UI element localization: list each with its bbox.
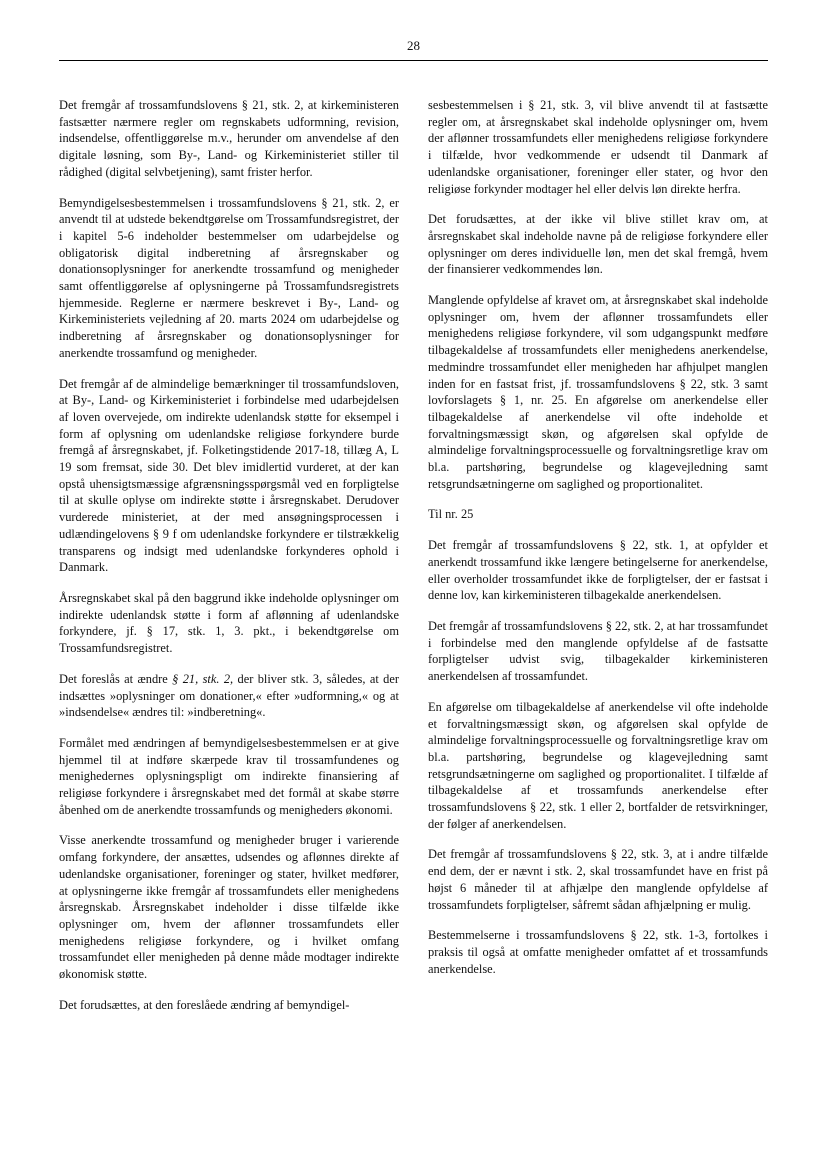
paragraph-amendment xyxy=(59,671,399,721)
paragraph: Bemyndigelsesbestemmelsen i trossamfundslovens § 21, stk. 2, er anvendt til at udstede bekendtgørelse om Trossamfundsregistret, der i kapitel 5-6 indeholder bestemmelser om udarbejdelse og obligatorisk digital indberetning af årsregnskaber og donationsoplysninger for anerkendte trossamfund og menigheder samt offentliggørelse af oplysningerne på Trossamfundsregistrets hjemmeside. Reglerne er nærmere beskrevet i By-, Land- og Kirkeministeriets vejledning af 20. marts 2024 om udarbejdelse og indberetning af årsregnskaber og donationsoplysninger for anerkendte trossamfund og menigheder. xyxy=(59,195,399,360)
emphasized-reference: § 21, stk. 2, xyxy=(172,671,234,686)
paragraph: Det forudsættes, at der ikke vil blive stillet krav om, at årsregnskabet skal indeholde navne på de religiøse forkyndere eller oplysninger om deres individuelle løn, men det skal fremgå, hvem der finansierer vedkommendes løn. xyxy=(428,212,768,277)
paragraph: Bestemmelserne i trossamfundslovens § 22, stk. 1-3, fortolkes i praksis til også at omfatte menigheder omfattet af et trossamfunds anerkendelse. xyxy=(428,928,768,976)
paragraph: Manglende opfyldelse af kravet om, at årsregnskabet skal indeholde oplysninger om, hvem der aflønner trossamfundets eller menighedens religiøse forkyndere, vil som udgangspunkt medføre tilbagekaldelse af trossamfundets eller menighedens anerkendelse, medmindre trossamfundet eller menigheden har afhjulpet manglen inden for en fastsat frist, jf. trossamfundslovens § 22, stk. 3 samt lovforslagets § 1, nr. 25. En afgørelse om anerkendelse eller tilbagekaldelse af anerkendelse vil ofte indeholde et forvaltningsmæssigt skøn, og afgørelsen skal opfylde de almindelige forvaltningsprocessuelle og forvaltningsretlige krav om bl.a. partshøring, begrundelse og klagevejledning samt retsgrundsætningerne om saglighed og proportionalitet. xyxy=(428,293,768,491)
paragraph: Det forudsættes, at den foreslåede ændring af bemyndigel- xyxy=(59,997,350,1012)
paragraph: Formålet med ændringen af bemyndigelsesbestemmelsen er at give hjemmel til at indføre skærpede krav til trossamfundenes og menighedernes oplysningspligt om indirekte finansiering af religiøse forkyndere i årsregnskabet med det formål at skabe større åbenhed om de anerkendte trossamfunds og menigheders økonomi. xyxy=(59,735,399,817)
paragraph: Visse anerkendte trossamfund og menigheder bruger i varierende omfang forkyndere, der ansættes, udsendes og aflønnes direkte af udenlandske organisationer, foreninger og stater, hvilket medfører, at oplysningerne ikke fremgår af trossamfundets eller menighedens årsregnskab. Årsregnskabet indeholder i disse tilfælde ikke oplysninger om, hvem der aflønner trossamfundets eller menighedens religiøse forkyndere, og i hvilket omfang trossamfundet eller menigheden på denne måde modtager indirekte økonomisk støtte. xyxy=(59,833,399,982)
paragraph: Det fremgår af trossamfundslovens § 22, stk. 2, at har trossamfundet i forbindelse med den manglende opfyldelse af de fastsatte forpligtelser udvist svig, tilbagekalder kirkeministeren anerkendelsen af trossamfundet. xyxy=(428,618,768,684)
text-run: Det foreslås at ændre xyxy=(59,671,173,686)
text-run: der bliver stk. 3, således, at der indsættes »oplysninger om donationer,« efter »udformning,« og at »indsendelse« ændres til: »indberetning«. xyxy=(59,671,399,720)
left-column xyxy=(59,97,399,1027)
paragraph: Årsregnskabet skal på den baggrund ikke indeholde oplysninger om indirekte udenlandsk støtte i form af aflønning af udenlandske forkyndere, jf. § 17, stk. 1, 3. pkt., i bekendtgørelse om Trossamfundsregistret. xyxy=(59,590,399,656)
paragraph: Det fremgår af trossamfundslovens § 22, stk. 3, at i andre tilfælde end dem, der er nævnt i stk. 2, skal trossamfundet have en frist på højst 6 måneder til at afhjælpe den manglende opfyldelse af trossamfundets forpligtelser, såfremt sådan afhjælpning er mulig. xyxy=(428,847,768,912)
section-heading: Til nr. 25 xyxy=(428,507,474,522)
header-rule xyxy=(59,60,768,61)
paragraph: Det fremgår af trossamfundslovens § 21, stk. 2, at kirkeministeren fastsætter nærmere regler om regnskabets udformning, revision, indsendelse, offentliggørelse m.v., herunder om anvendelse af den digitale løsning, som By-, Land- og Kirkeministeriet stiller til rådighed (digital selvbetjening), samt frister herfor. xyxy=(59,98,399,179)
right-column xyxy=(428,97,768,991)
paragraph: Det fremgår af de almindelige bemærkninger til trossamfundsloven, at By-, Land- og Kirkeministeriet i forbindelse med udarbejdelsen af loven overvejede, om indirekte udenlandsk støtte for eksempel i form af oplysning om udenlandske religiøse forkyndere burde fremgå af årsregnskabet, jf. Folketingstidende 2017-18, tillæg A, L 19 som fremsat, side 30. Det blev imidlertid vurderet, at der kan opstå uhensigtsmæssige afgrænsningsspørgsmål ved en forpligtelse til at skulle oplyse om indirekte støtte i årsregnskabet. Derudover vurderede ministeriet, at der med ansøgningsprocessen i udlændingelovens § 9 f om udenlandske forkyndere er tilstrækkelig transparens og indsigt med udenlandske forkynderes ophold i Danmark. xyxy=(59,376,399,575)
paragraph: En afgørelse om tilbagekaldelse af anerkendelse vil ofte indeholde et forvaltningsmæssigt skøn, og afgørelsen skal opfylde de almindelige forvaltningsprocessuelle og forvaltningsretlige krav om bl.a. partshøring, begrundelse og klagevejledning samt retsgrundsætningerne om saglighed og proportionalitet. I tilfælde af tilbagekaldelse af et trossamfunds anerkendelse efter trossamfundslovens § 22, stk. 1 eller 2, bortfalder de retsvirkninger, der følger af anerkendelsen. xyxy=(428,699,768,831)
paragraph: Det fremgår af trossamfundslovens § 22, stk. 1, at opfylder et anerkendt trossamfund ikke længere betingelserne for anerkendelse, eller overholder trossamfundet ikke de forpligtelser, der er fastsat i denne lov, kan kirkeministeren tilbagekalde anerkendelsen. xyxy=(428,538,768,603)
page-number: 28 xyxy=(407,38,420,53)
paragraph: sesbestemmelsen i § 21, stk. 3, vil blive anvendt til at fastsætte regler om, at årsregnskabet skal indeholde oplysninger om, hvem der aflønner trossamfundets eller menighedens religiøse forkyndere i tilfælde, hvor vedkommende er udsendt til Danmark af udenlandske organisationer, foreninger eller stater, og hvor den religiøse forkynder modtager hel eller delvis løn direkte herfra. xyxy=(428,98,768,196)
